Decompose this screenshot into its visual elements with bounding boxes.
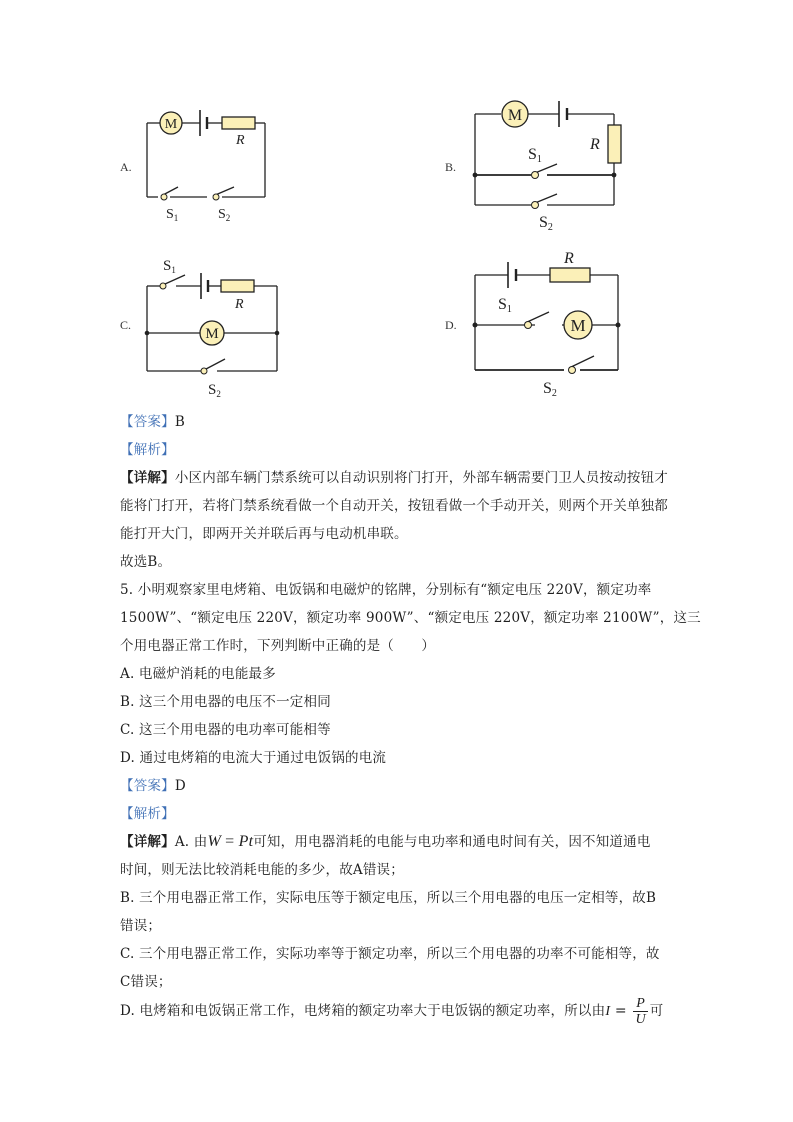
switch-s2-icon xyxy=(201,368,207,374)
q4-detail-line-1: 【详解】小区内部车辆门禁系统可以自动识别将门打开，外部车辆需要门卫人员按动按钮才 xyxy=(120,470,669,486)
answer-value: D xyxy=(174,778,186,794)
switch-s1-icon xyxy=(525,322,532,329)
circuit-b-diagram xyxy=(465,95,635,235)
circuit-a-label: A. xyxy=(120,160,132,174)
switch-s2-icon xyxy=(213,194,219,200)
switch-s1-icon xyxy=(160,283,166,289)
resistor-icon xyxy=(550,268,590,282)
svg-text:S2: $S_2$ xyxy=(218,207,231,223)
answer-tag: 【答案】 xyxy=(120,414,175,430)
svg-text:M: M xyxy=(164,117,178,132)
resistor-icon xyxy=(222,117,255,129)
svg-text:R: R xyxy=(235,297,244,312)
q5-analysis-tag xyxy=(120,804,175,824)
circuit-a-diagram xyxy=(140,100,280,230)
q5-stem-line-1: 5. 小明观察家里电烤箱、电饭锅和电磁炉的铭牌，分别标有“额定电压 220V，额定功率 xyxy=(120,582,652,598)
resistor-icon xyxy=(221,280,254,292)
svg-text:S2: $S_2$ xyxy=(208,382,221,399)
svg-text:S2: S2 xyxy=(543,380,557,399)
q5-option-a: A. 电磁炉消耗的电能最多 xyxy=(120,666,276,682)
circuit-d-label: D. xyxy=(445,318,457,332)
q5-detail-d-line-1: D. 电烤箱和电饭锅正常工作，电烤箱的额定功率大于电饭锅的额定功率，所以由I = $\frac{P}{U}$ 可 xyxy=(120,996,664,1027)
q5-option-c: C. 这三个用电器的电功率可能相等 xyxy=(120,722,331,738)
formula-i: I xyxy=(605,1004,611,1019)
circuit-c-label: C. xyxy=(120,318,132,332)
svg-text:S1: $S_1$ xyxy=(166,207,179,223)
motor-icon xyxy=(200,321,224,345)
q5-detail-a-line-1: 【详解】A. 由W = Pt可知，用电器消耗的电能与电功率和通电时间有关，因不知道通电 xyxy=(120,833,651,850)
svg-text:R: R xyxy=(236,133,245,148)
q4-analysis-tag xyxy=(120,440,175,460)
q5-option-d: D. 通过电烤箱的电流大于通过电饭锅的电流 xyxy=(120,750,387,766)
circuit-c-diagram xyxy=(140,250,290,400)
svg-text:S1: $S_1$ xyxy=(163,258,176,275)
svg-text:R: R xyxy=(564,250,574,267)
detail-tag: 【详解】 xyxy=(120,470,175,486)
q5-answer xyxy=(120,776,186,796)
q5-detail-a-line-2: 时间，则无法比较消耗电能的多少，故A错误； xyxy=(120,862,404,878)
switch-s2-icon xyxy=(532,202,539,209)
resistor-icon xyxy=(608,125,621,163)
switch-s1-icon xyxy=(532,172,539,179)
motor-icon xyxy=(160,112,182,134)
q4-detail-line-2: 能将门打开，若将门禁系统看做一个自动开关，按钮看做一个手动开关，则两个开关单独都 xyxy=(120,498,668,514)
motor-icon xyxy=(502,101,528,127)
analysis-tag: 【解析】 xyxy=(120,442,175,458)
svg-text:M: M xyxy=(507,107,523,124)
svg-text:S1: S1 xyxy=(528,146,542,165)
analysis-tag: 【解析】 xyxy=(120,806,175,822)
q4-conclusion: 故选B。 xyxy=(120,554,172,570)
svg-text:M: M xyxy=(570,316,586,335)
svg-text:S1: S1 xyxy=(498,296,512,315)
q4-answer xyxy=(120,412,185,432)
answer-value: B xyxy=(174,414,185,430)
q5-detail-b-line-1: B. 三个用电器正常工作，实际电压等于额定电压，所以三个用电器的电压一定相等，故B xyxy=(120,890,657,906)
q5-stem-line-3: 个用电器正常工作时，下列判断中正确的是（ ） xyxy=(120,638,436,654)
formula-fraction: $\frac{P}{U}$ xyxy=(635,996,646,1027)
q5-stem-line-2: 1500W”、“额定电压 220V，额定功率 900W”、“额定电压 220V，额定功率 2100W”，这三 xyxy=(120,610,701,626)
q5-detail-c-line-1: C. 三个用电器正常工作，实际功率等于额定功率，所以三个用电器的功率不可能相等，故 xyxy=(120,946,660,962)
svg-text:S2: S2 xyxy=(539,214,553,233)
formula-pt: Pt xyxy=(238,833,254,850)
q5-detail-c-line-2: C错误； xyxy=(120,974,172,990)
circuit-b-label: B. xyxy=(445,160,457,174)
q5-option-b: B. 这三个用电器的电压不一定相同 xyxy=(120,694,331,710)
switch-s2-icon xyxy=(569,367,576,374)
motor-icon xyxy=(564,311,592,339)
svg-text:R: R xyxy=(590,136,600,153)
q5-detail-b-line-2: 错误； xyxy=(120,918,162,934)
switch-s1-icon xyxy=(161,194,167,200)
circuit-d-diagram xyxy=(465,245,635,405)
answer-tag: 【答案】 xyxy=(120,778,175,794)
formula-w: W xyxy=(207,833,221,850)
detail-tag: 【详解】 xyxy=(120,834,175,850)
q4-detail-line-3: 能打开大门，即两开关并联后再与电动机串联。 xyxy=(120,526,408,542)
svg-text:M: M xyxy=(205,326,219,342)
